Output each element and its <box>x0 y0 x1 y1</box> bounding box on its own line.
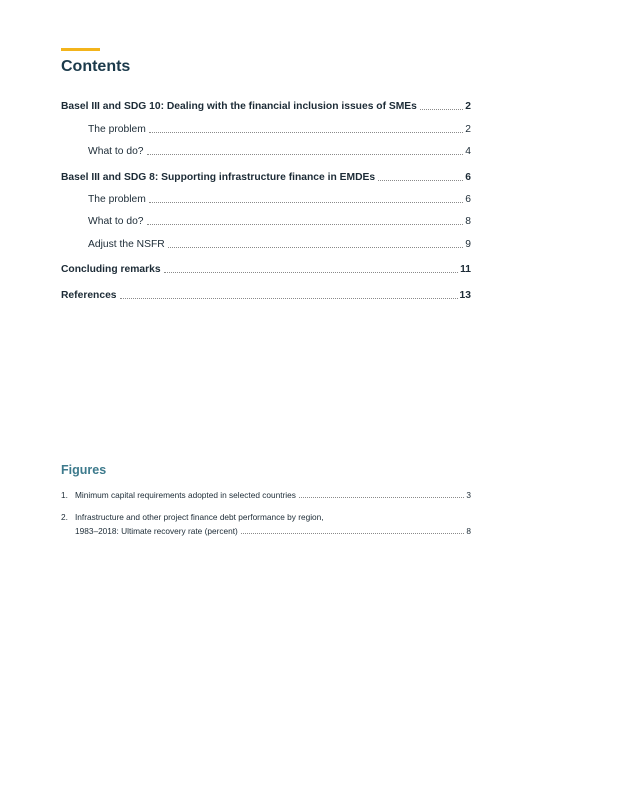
toc-page: 13 <box>459 290 471 301</box>
toc-entry[interactable] <box>61 264 471 275</box>
figure-entry-continuation[interactable] <box>61 526 471 536</box>
toc-label: References <box>61 290 117 301</box>
figure-page: 8 <box>466 526 471 536</box>
dot-leader <box>168 247 464 248</box>
dot-leader <box>120 298 458 299</box>
dot-leader <box>241 533 465 534</box>
toc-page: 8 <box>465 216 471 227</box>
toc-label: The problem <box>88 124 146 135</box>
toc-label: What to do? <box>88 216 144 227</box>
accent-bar <box>61 48 100 51</box>
toc-entry[interactable] <box>61 290 471 301</box>
toc-label: Concluding remarks <box>61 264 161 275</box>
toc-page: 2 <box>465 124 471 135</box>
contents-title: Contents <box>61 58 131 75</box>
toc-page: 6 <box>465 194 471 205</box>
figure-entry[interactable] <box>61 490 471 500</box>
toc-label: What to do? <box>88 146 144 157</box>
toc-entry[interactable] <box>88 124 471 135</box>
toc-entry[interactable] <box>61 101 471 112</box>
dot-leader <box>147 224 464 225</box>
dot-leader <box>149 132 463 133</box>
toc-entry[interactable] <box>88 216 471 227</box>
toc-page: 11 <box>460 264 471 275</box>
figure-page: 3 <box>466 490 471 500</box>
toc-page: 2 <box>465 101 471 112</box>
toc-label: Adjust the NSFR <box>88 239 165 250</box>
toc-page: 4 <box>465 146 471 157</box>
figure-label: 1983–2018: Ultimate recovery rate (percent) <box>75 526 238 536</box>
toc-page: 9 <box>465 239 471 250</box>
figures-title: Figures <box>61 463 107 477</box>
toc-entry[interactable] <box>88 239 471 250</box>
dot-leader <box>147 154 464 155</box>
figure-number: 2. <box>61 512 68 522</box>
toc-label: Basel III and SDG 10: Dealing with the financial inclusion issues of SMEs <box>61 101 417 112</box>
dot-leader <box>378 180 463 181</box>
dot-leader <box>299 497 464 498</box>
toc-entry[interactable] <box>88 146 471 157</box>
toc-entry[interactable] <box>61 172 471 183</box>
figure-label: Minimum capital requirements adopted in selected countries <box>75 490 296 500</box>
toc-page: 6 <box>465 172 471 183</box>
figure-label: Infrastructure and other project finance debt performance by region, <box>75 512 324 522</box>
dot-leader <box>149 202 463 203</box>
dot-leader <box>420 109 463 110</box>
toc-label: The problem <box>88 194 146 205</box>
toc-entry[interactable] <box>88 194 471 205</box>
figure-entry[interactable] <box>61 512 471 522</box>
toc-label: Basel III and SDG 8: Supporting infrastructure finance in EMDEs <box>61 172 376 183</box>
dot-leader <box>164 272 459 273</box>
figure-number: 1. <box>61 490 68 500</box>
